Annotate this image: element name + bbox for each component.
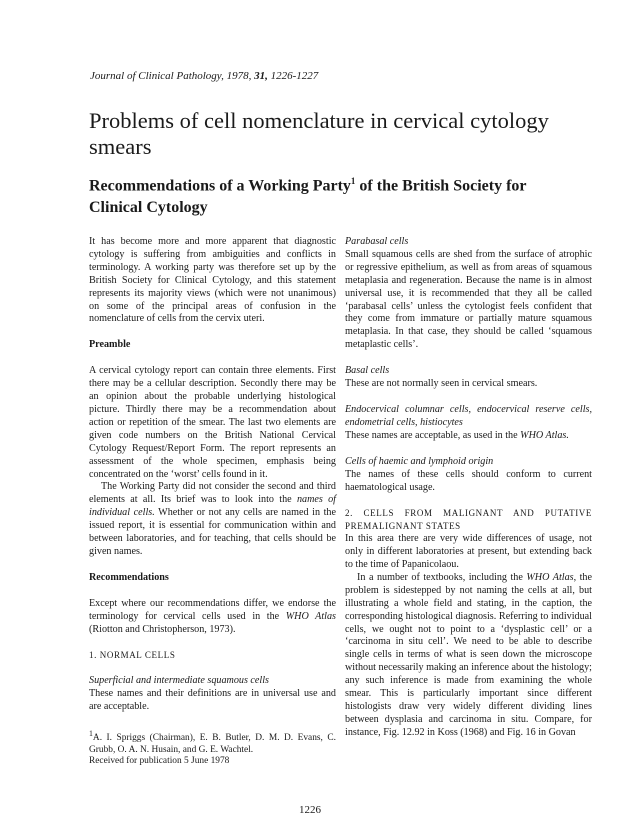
footnote-mark: 1 — [89, 729, 93, 739]
journal-volume: 31, — [254, 70, 268, 82]
preamble-p2-b: Whether or not any cells are named in the issued report, it is essential for communication within and between laboratories, and for teaching, that cells should be given names. — [89, 507, 336, 557]
subtitle-after: of the British Society for Clinical Cytology — [89, 177, 527, 217]
article-subtitle — [89, 170, 569, 219]
recommendations-b: (Riotton and Christopherson, 1973). — [89, 623, 236, 635]
preamble-p2-italic: names of individual cells. — [89, 494, 336, 519]
endocervical-italic: WHO Atlas. — [520, 429, 569, 441]
basal-text: These are not normally seen in cervical smears. — [345, 378, 538, 390]
recommendations-paragraph — [89, 598, 336, 637]
preamble-p2-a: The Working Party did not consider the second and third elements at all. Its brief was to look into the — [89, 481, 336, 506]
malignant-paragraph-2 — [345, 572, 592, 740]
superficial-text: These names and their definitions are in universal use and are acceptable. — [89, 688, 336, 713]
endocervical-a: These names are acceptable, as used in the — [345, 429, 521, 441]
page-number: 1226 — [299, 804, 321, 816]
parabasal-heading: Parabasal cells — [345, 236, 409, 247]
footnote — [89, 728, 336, 768]
recommendations-a: Except where our recommendations differ, we endorse the terminology for cervical cells used in the — [89, 597, 336, 622]
recommendations-italic: WHO Atlas — [285, 610, 336, 622]
right-column — [345, 236, 592, 740]
basal-heading: Basal cells — [345, 365, 390, 377]
superficial-heading: Superficial and intermediate squamous cells — [89, 675, 269, 687]
malignant-p2-a: In a number of textbooks, including the — [357, 571, 527, 583]
recommendations-heading: Recommendations — [89, 571, 169, 583]
footnote-authors — [89, 728, 336, 756]
intro-paragraph: It has become more and more apparent that diagnostic cytology is suffering from ambiguities and conflicts in terminology. A working party was therefore set up by the British Society for Clinical Cytology, and this statement represents its majority views (which were not unanimous) on some of the principal areas of confusion in the nomenclature of cells from the cervix uteri. — [89, 236, 336, 325]
received-date: Received for publication 5 June 1978 — [89, 756, 230, 767]
haemic-text: The names of these cells should conform to current haematological usage. — [345, 468, 592, 493]
subtitle-before: Recommendations of a Working Party — [89, 177, 351, 195]
haemic-heading: Cells of haemic and lymphoid origin — [345, 455, 494, 467]
preamble-heading: Preamble — [89, 339, 131, 351]
journal-citation: Journal of Clinical Pathology, 1978, 31, 1226-1227 — [90, 70, 319, 82]
malignant-p2-b: , the problem is sidestepped by not naming the cells at all, but illustrating a whole field and stating, in the caption, the corresponding histological diagnosis. Referring to individual cells, we ought not to point to a ‘dysplastic cell’ or a ‘carcinoma in situ cell’. We need to be able to describe single cells in terms of what is seen down the microscope without necessarily making an inference about the histology; any such inference is made from examining the whole smear. This is particularly important since different histologists draw very widely different dividing lines between dysplasia and carcinoma in situ. Compare, for instance, Fig. 12.92 in Koss (1968) and Fig. 16 in Govan — [345, 571, 592, 738]
normal-cells-heading: 1. NORMAL CELLS — [89, 650, 176, 661]
preamble-paragraph-1: A cervical cytology report can contain three elements. First there may be a cellular description. Secondly there may be an opinion about the probable underlying histological picture. Thirdly there may be a recommendation about action or repetition of the smear. The last two elements are given code numbers on the British National Cervical Cytology Request/Report Form. The report represents an assessment of the whole specimen, emphasis being concentrated on the ‘worst’ cells found in it. — [89, 365, 336, 480]
journal-pages: 1226-1227 — [270, 70, 319, 82]
malignant-paragraph-1: In this area there are very wide differences of usage, not only in different laboratories at present, but extending back to the time of Papanicolaou. — [345, 533, 592, 571]
malignant-heading: 2. CELLS FROM MALIGNANT AND PUTATIVE PREMALIGNANT STATES — [345, 508, 592, 532]
endocervical-heading: Endocervical columnar cells, endocervical reserve cells, endometrial cells, histiocytes — [345, 403, 592, 428]
subtitle-footnote-mark: 1 — [350, 176, 356, 186]
malignant-p2-italic: WHO Atlas — [526, 571, 574, 583]
parabasal-text: Small squamous cells are shed from the surface of atrophic or regressive epithelium, as well as from areas of squamous metaplasia and regeneration. Because the name is in almost universal use, it is recommended that they all be called ‘parabasal cells’ unless the cytologist feels confident that they come from immature or partially mature squamous metaplasia. In that case, they should be called ‘squamous metaplastic cells’. — [345, 248, 592, 351]
endocervical-text — [345, 430, 592, 443]
journal-name: Journal of Clinical Pathology — [90, 70, 222, 82]
journal-year: 1978, — [226, 70, 252, 82]
footnote-text: A. I. Spriggs (Chairman), E. B. Butler, D. M. D. Evans, C. Grubb, O. A. N. Husain, and G. E. Wachtel. — [89, 733, 336, 755]
left-column — [89, 236, 336, 768]
article-title: Problems of cell nomenclature in cervical cytology smears — [89, 108, 549, 159]
preamble-paragraph-2 — [89, 481, 336, 558]
